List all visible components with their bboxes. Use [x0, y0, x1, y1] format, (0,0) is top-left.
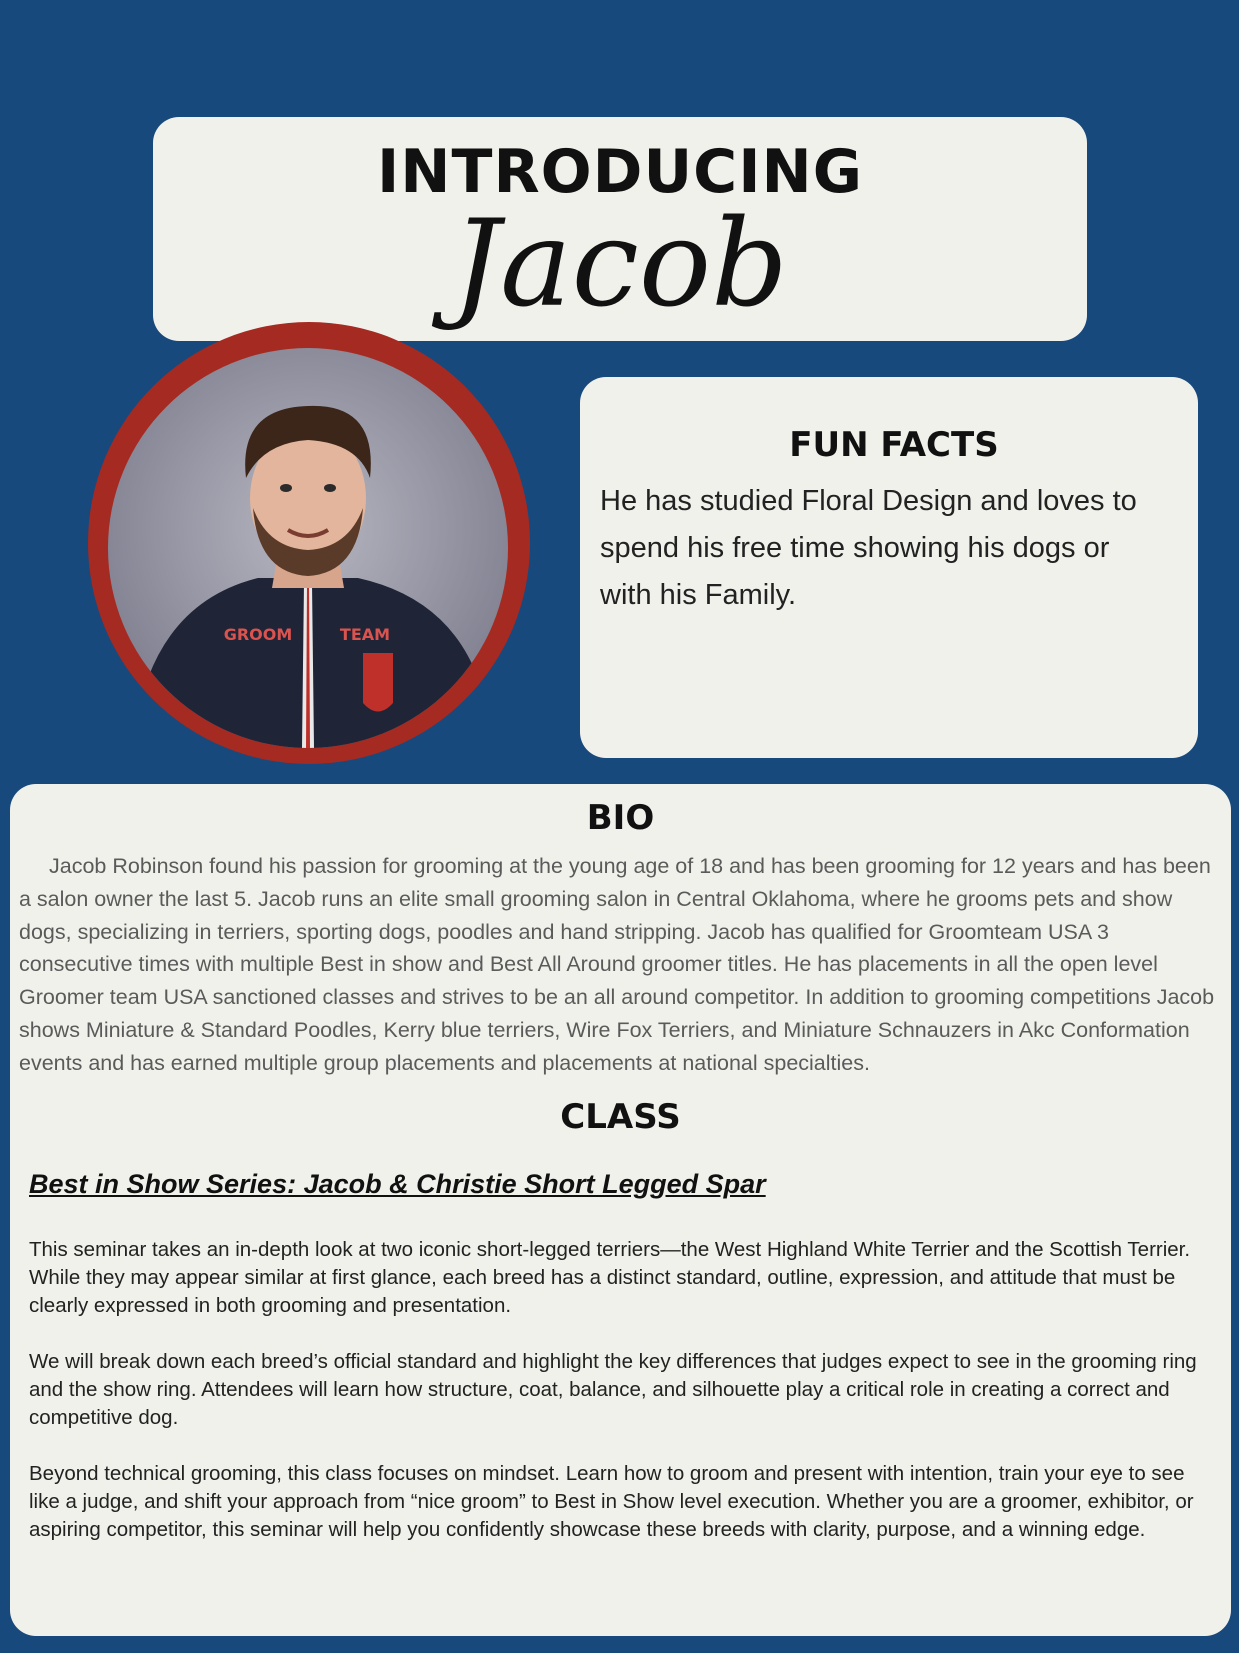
portrait-illustration	[108, 348, 508, 748]
fun-facts-title: FUN FACTS	[789, 425, 999, 465]
fun-facts-card	[580, 377, 1198, 758]
profile-photo-frame	[88, 322, 530, 764]
title-introducing: INTRODUCING	[376, 137, 864, 207]
profile-photo	[108, 348, 508, 748]
class-title: CLASS	[560, 1097, 681, 1137]
fun-facts-text: He has studied Floral Design and loves to spend his free time showing his dogs or with his Family.	[600, 485, 1137, 611]
jacket-right-text: TEAM	[339, 625, 391, 644]
bio-class-card	[10, 784, 1231, 1636]
jacket-left-text: GROOM	[223, 625, 293, 644]
bio-text: Jacob Robinson found his passion for grooming at the young age of 18 and has been grooming for 12 years and has been a salon owner the last 5. Jacob runs an elite small grooming salon in Central Oklahoma, where he grooms pets and show dogs, specializing in terriers, sporting dogs, poodles and hand stripping. Jacob has qualified for Groomteam USA 3 consecutive times with multiple Best in show and Best All Around groomer titles. He has placements in all the open level Groomer team USA sanctioned classes and strives to be an all around competitor. In addition to grooming competitions Jacob shows Miniature & Standard Poodles, Kerry blue terriers, Wire Fox Terriers, and Miniature Schnauzers in Akc Conformation events and has earned multiple group placements and placements at national specialties.	[19, 854, 1215, 1075]
bio-title: BIO	[586, 798, 655, 838]
class-paragraph: This seminar takes an in-depth look at two iconic short-legged terriers—the West Highland White Terrier and the Scottish Terrier. While they may appear similar at first glance, each breed has a distinct standard, outline, expression, and attitude that must be clearly expressed in both grooming and presentation.	[29, 1238, 1191, 1317]
class-paragraph: We will break down each breed’s official standard and highlight the key differences that judges expect to see in the grooming ring and the show ring. Attendees will learn how structure, coat, balance, and silhouette play a critical role in creating a correct and competitive dog.	[29, 1350, 1197, 1429]
title-card	[153, 117, 1087, 341]
class-subtitle: Best in Show Series: Jacob & Christie Short Legged Spar	[29, 1169, 766, 1199]
title-name: Jacob	[452, 195, 788, 334]
class-paragraph: Beyond technical grooming, this class focuses on mindset. Learn how to groom and present with intention, train your eye to see like a judge, and shift your approach from “nice groom” to Best in Show level execution. Whether you are a groomer, exhibitor, or aspiring competitor, this seminar will help you confidently showcase these breeds with clarity, purpose, and a winning edge.	[29, 1462, 1194, 1541]
